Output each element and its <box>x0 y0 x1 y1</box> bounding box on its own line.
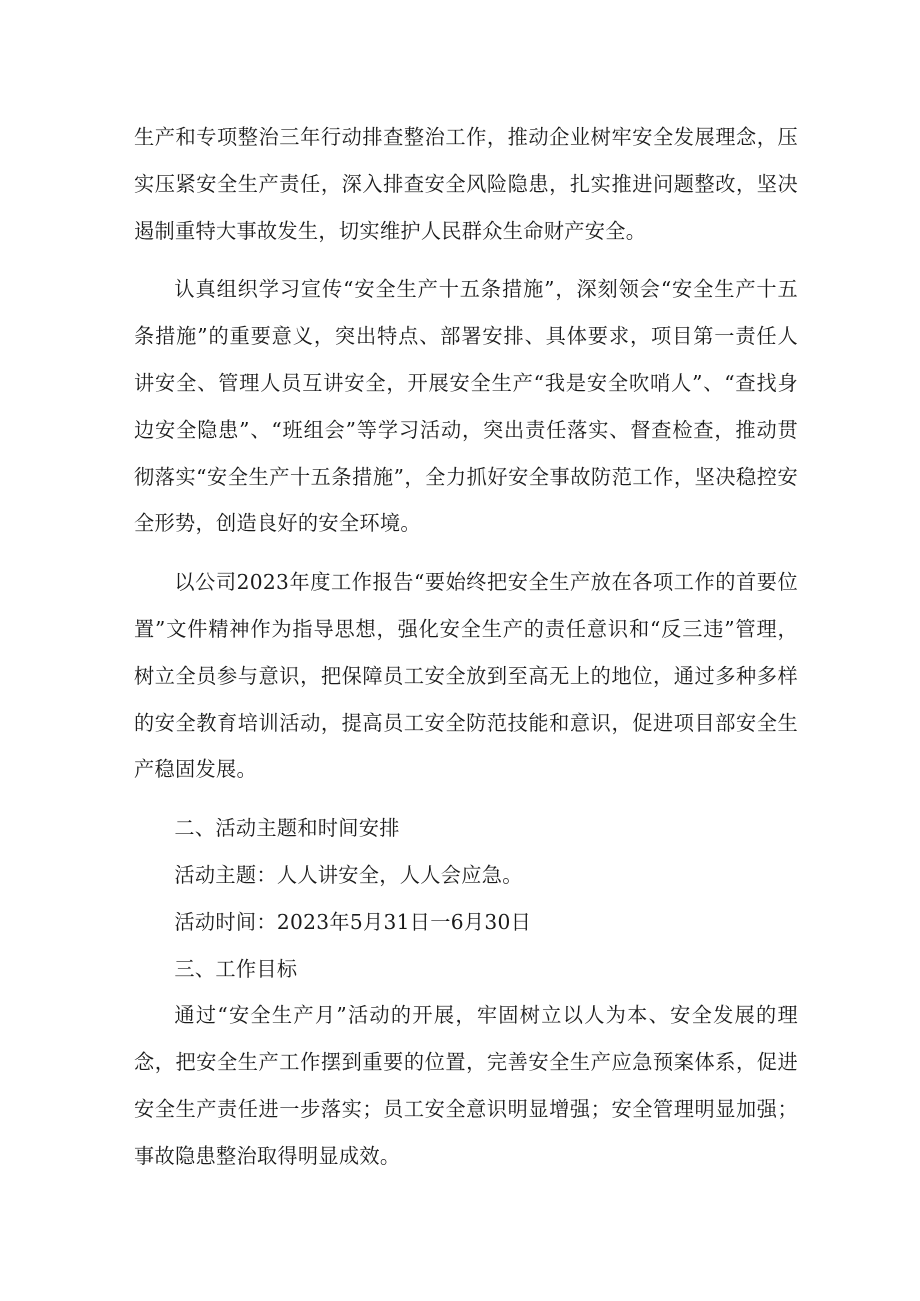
section-heading-theme-schedule: 二、活动主题和时间安排 <box>174 816 400 841</box>
document-body <box>134 114 798 1180</box>
paragraph-continuation: 生产和专项整治三年行动排查整治工作，推动企业树牢安全发展理念，压实压紧安全生产责任，深入排查安全风险隐患，扎实推进问题整改，坚决遏制重特大事故发生，切实维护人民群众生命财产安全。 <box>134 125 798 243</box>
section-heading-goals: 三、工作目标 <box>174 956 298 981</box>
paragraph-goals: 通过“安全生产月”活动的开展，牢固树立以人为本、安全发展的理念，把安全生产工作摆到重要的位置，完善安全生产应急预案体系，促进安全生产责任进一步落实；员工安全意识明显增强；安全管理明显加强；事故隐患整治取得明显成效。 <box>134 1003 798 1168</box>
paragraph-guiding-thought: 以公司2023年度工作报告“要始终把安全生产放在各项工作的首要位置”文件精神作为指导思想，强化安全生产的责任意识和“反三违”管理，树立全员参与意识，把保障员工安全放到至高无上的地位，通过多种多样的安全教育培训活动，提高员工安全防范技能和意识，促进项目部安全生产稳固发展。 <box>134 570 798 782</box>
paragraph-study-measures: 认真组织学习宣传“安全生产十五条措施”，深刻领会“安全生产十五条措施”的重要意义，突出特点、部署安排、具体要求，项目第一责任人讲安全、管理人员互讲安全，开展安全生产“我是安全吹哨人”、“查找身边安全隐患”、“班组会”等学习活动，突出责任落实、督查检查，推动贯彻落实“安全生产十五条措施”，全力抓好安全事故防范工作，坚决稳控安全形势，创造良好的安全环境。 <box>134 277 798 536</box>
activity-time: 活动时间：2023年5月31日一6月30日 <box>174 909 532 934</box>
activity-theme: 活动主题：人人讲安全，人人会应急。 <box>174 862 523 887</box>
